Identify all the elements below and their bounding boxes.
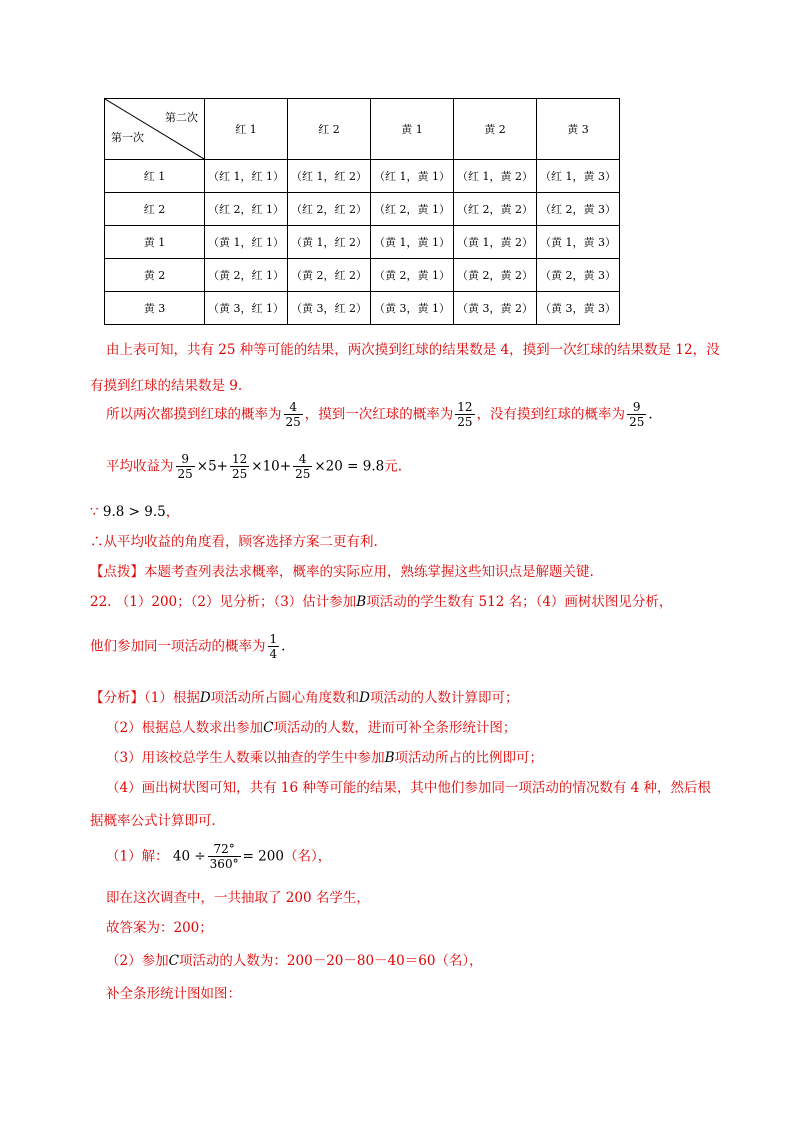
column-header: 黄 3 — [537, 99, 620, 160]
table-cell: （黄 3，红 2） — [288, 292, 371, 325]
numerator: 4 — [284, 400, 303, 415]
numerator: 9 — [176, 452, 195, 467]
text-run: （名）， — [283, 848, 332, 865]
table-row — [105, 226, 620, 259]
table-header-row — [105, 99, 620, 160]
numerator: 12 — [457, 400, 473, 414]
denominator: 25 — [232, 467, 248, 482]
variable: B — [384, 750, 395, 766]
text-run: 所以两次都摸到红球的概率为 — [106, 406, 282, 423]
table-cell: （红 2，红 2） — [288, 193, 371, 226]
solution-line: 补全条形统计图如图： — [106, 986, 241, 1002]
denominator: 25 — [629, 415, 645, 430]
numerator: 12 — [232, 452, 248, 466]
math-run: ×10+ — [251, 458, 292, 475]
row-header: 黄 3 — [105, 292, 205, 325]
table-cell: （黄 1，红 1） — [205, 226, 288, 259]
column-header: 红 2 — [288, 99, 371, 160]
solution-line: 即在这次调查中，一共抽取了 200 名学生， — [106, 890, 370, 906]
question-22-probability — [90, 632, 285, 662]
denominator: 360° — [209, 857, 239, 872]
solution-line — [106, 842, 331, 872]
denominator: 4 — [269, 647, 278, 662]
text-run: 【分析】（1）根据 — [90, 690, 200, 706]
fraction — [627, 400, 646, 430]
text-run: 项活动所占圆心角度数和 — [210, 690, 360, 706]
text-run: ，摸到一次红球的概率为 — [304, 406, 454, 423]
table-cell: （黄 2，红 2） — [288, 259, 371, 292]
table-cell: （黄 1，黄 1） — [371, 226, 454, 259]
table-cell: （红 1，黄 2） — [454, 160, 537, 193]
probability-line — [106, 400, 653, 430]
math-run: = 200 — [242, 848, 284, 865]
table-cell: （黄 2，红 1） — [205, 259, 288, 292]
variable: C — [263, 720, 274, 736]
fraction — [284, 400, 303, 430]
text-run: 22. （1）200；（2）见分析；（3）估计参加 — [90, 594, 357, 610]
row-header: 红 2 — [105, 193, 205, 226]
table-cell: （黄 2，黄 1） — [371, 259, 454, 292]
denominator: 25 — [177, 467, 193, 482]
table-cell: （红 1，红 1） — [205, 160, 288, 193]
text-run: 他们参加同一项活动的概率为 — [90, 638, 266, 655]
table-cell: （红 1，红 2） — [288, 160, 371, 193]
table-cell: （红 2，黄 3） — [537, 193, 620, 226]
fraction — [455, 400, 474, 430]
average-income-line — [106, 452, 402, 482]
text-run: ， — [165, 504, 180, 520]
fraction — [208, 842, 241, 872]
table-cell: （黄 1，黄 2） — [454, 226, 537, 259]
row-header: 黄 1 — [105, 226, 205, 259]
math-run: 40 ÷ — [172, 848, 206, 865]
numerator: 72° — [208, 842, 241, 857]
column-header: 黄 2 — [454, 99, 537, 160]
row-header: 红 1 — [105, 160, 205, 193]
numerator: 4 — [293, 452, 312, 467]
table-corner-cell — [105, 99, 205, 160]
math-run: 9.8 > 9.5 — [102, 504, 166, 520]
column-header: 黄 1 — [371, 99, 454, 160]
paragraph-line: 有摸到红球的结果数是 9. — [90, 378, 243, 394]
denominator: 25 — [285, 415, 301, 430]
denominator: 25 — [295, 467, 311, 482]
analysis-line — [106, 752, 543, 766]
variable: B — [356, 594, 367, 610]
table-cell: （黄 1，黄 3） — [537, 226, 620, 259]
table-cell: （黄 3，黄 2） — [454, 292, 537, 325]
variable: D — [199, 690, 211, 706]
tip-line: 【点拨】本题考查列表法求概率，概率的实际应用，熟练掌握这些知识点是解题关键. — [90, 564, 594, 580]
table-cell: （红 1，黄 3） — [537, 160, 620, 193]
paragraph-line: 由上表可知，共有 25 种等可能的结果，两次摸到红球的结果数是 4，摸到一次红球的结果数是 12，没 — [106, 342, 720, 358]
text-run: （2）参加 — [106, 953, 169, 969]
text-run: （1）解： — [106, 848, 169, 865]
solution-line: 故答案为：200； — [106, 920, 213, 936]
text-run: 项活动的人数，进而可补全条形统计图； — [273, 720, 517, 736]
analysis-line: 据概率公式计算即可. — [90, 813, 216, 829]
fraction — [293, 452, 312, 482]
text-run: . — [648, 406, 653, 423]
numerator: 1 — [269, 632, 278, 646]
table-cell: （黄 1，红 2） — [288, 226, 371, 259]
table-cell: （红 2，红 1） — [205, 193, 288, 226]
text-run: 项活动所占的比例即可； — [394, 750, 544, 766]
analysis-line: （4）画出树状图可知，共有 16 种等可能的结果，其中他们参加同一项活动的情况数有 4 种，然后根 — [106, 780, 712, 796]
table-cell: （红 2，黄 2） — [454, 193, 537, 226]
math-run: ×20 = 9.8 — [314, 458, 385, 475]
table-cell: （黄 2，黄 2） — [454, 259, 537, 292]
table-cell: （黄 3，黄 3） — [537, 292, 620, 325]
table-row — [105, 160, 620, 193]
text-run: 项活动的人数为：200－20－80－40＝60（名）， — [178, 953, 483, 969]
variable: D — [359, 690, 370, 706]
analysis-line — [106, 722, 516, 736]
table-row — [105, 193, 620, 226]
text-run: 平均收益为 — [106, 458, 174, 475]
table-cell: （红 1，黄 1） — [371, 160, 454, 193]
denominator: 25 — [457, 415, 473, 430]
text-run: . — [281, 638, 286, 655]
fraction — [176, 452, 195, 482]
table-cell: （黄 3，红 1） — [205, 292, 288, 325]
table-row — [105, 292, 620, 325]
row-header: 黄 2 — [105, 259, 205, 292]
table-cell: （红 2，黄 1） — [371, 193, 454, 226]
text-run: 元. — [384, 458, 403, 475]
column-header: 红 1 — [205, 99, 288, 160]
text-run: 项活动的人数计算即可； — [370, 690, 519, 706]
numerator: 9 — [627, 400, 646, 415]
solution-line — [106, 955, 483, 969]
analysis-line — [90, 692, 519, 706]
text-run: （3）用该校总学生人数乘以抽查的学生中参加 — [106, 750, 385, 766]
variable: C — [168, 953, 179, 969]
table-cell: （黄 2，黄 3） — [537, 259, 620, 292]
table-cell: （黄 3，黄 1） — [371, 292, 454, 325]
fraction — [268, 632, 280, 662]
text-run: （2）根据总人数求出参加 — [106, 720, 264, 736]
corner-bottom-label: 第一次 — [111, 131, 144, 144]
outcome-table — [104, 98, 620, 325]
fraction — [230, 452, 249, 482]
math-run: ×5+ — [196, 458, 228, 475]
because-symbol: ∵ — [90, 504, 99, 520]
text-run: 项活动的学生数有 512 名；（4）画树状图见分析， — [366, 594, 673, 610]
table-row — [105, 259, 620, 292]
therefore-line: ∴从平均收益的角度看，顾客选择方案二更有利. — [90, 534, 378, 550]
question-22-answer — [90, 596, 672, 610]
text-run: ，没有摸到红球的概率为 — [476, 406, 626, 423]
corner-top-label: 第二次 — [165, 111, 198, 124]
because-line — [90, 506, 179, 520]
